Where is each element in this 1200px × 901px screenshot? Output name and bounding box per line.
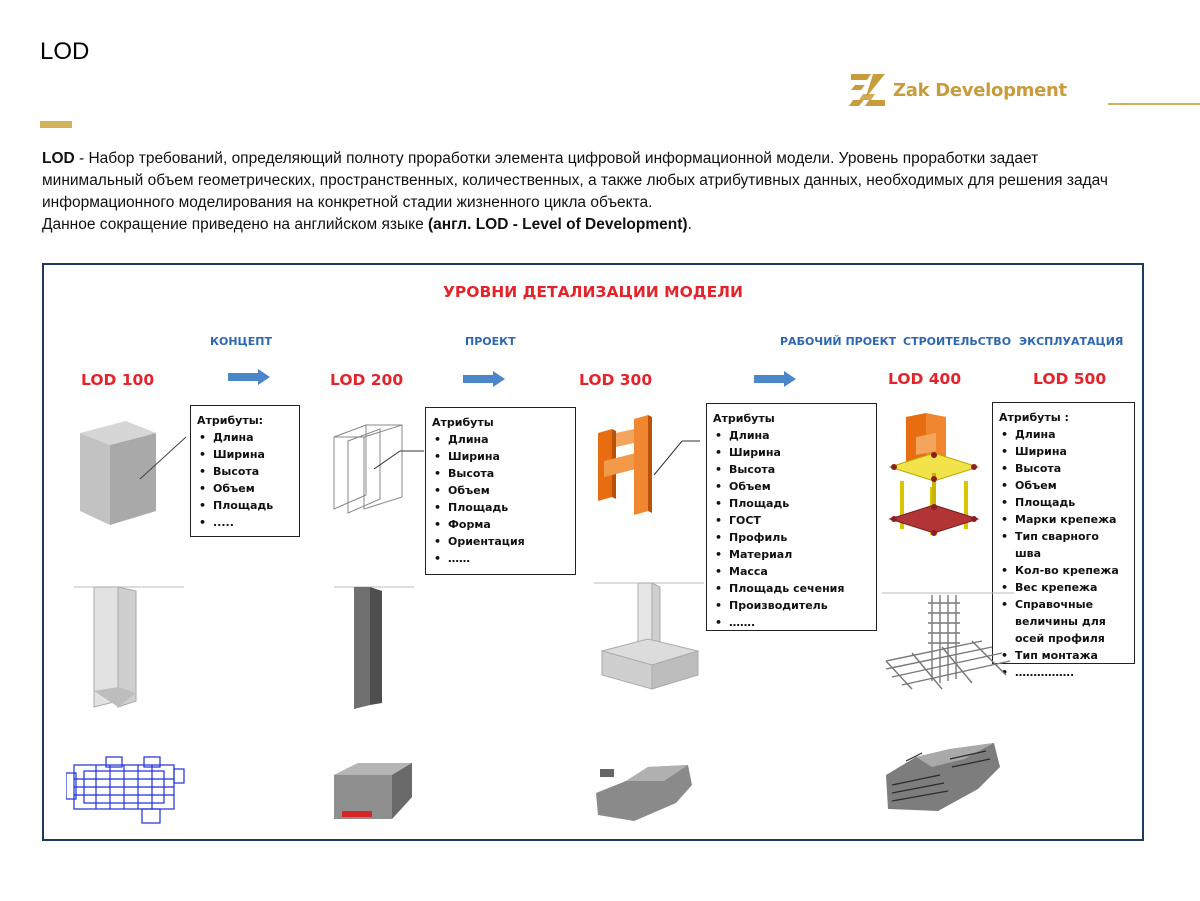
lod300-footing-illustration (594, 579, 704, 699)
attribute-item: • Справочные величины для осей профиля (999, 596, 1128, 647)
attribute-item: • Высота (713, 461, 870, 478)
lod-500-label: LOD 500 (1033, 370, 1107, 388)
slide-title: LOD (40, 38, 90, 65)
attribute-item: • Объем (432, 482, 569, 499)
stage-operation: ЭКСПЛУАТАЦИЯ (1019, 335, 1124, 348)
attributes-box-lod100 (190, 405, 300, 537)
attribute-item: • Масса (713, 563, 870, 580)
attribute-item: • Ориентация (432, 533, 569, 550)
lod200-wireframe-illustration (326, 415, 426, 515)
intro-note: Данное сокращение приведено на английском языке (42, 216, 429, 233)
attribute-item: • Объем (713, 478, 870, 495)
accent-bar (40, 121, 72, 128)
attribute-item: • Производитель (713, 597, 870, 614)
attribute-item: • Длина (432, 431, 569, 448)
attribute-item: • ……………. (999, 664, 1128, 681)
lod-300-label: LOD 300 (579, 371, 653, 389)
attribute-item: • Ширина (999, 443, 1128, 460)
lod400-base-plate-illustration (886, 407, 982, 547)
lod100-pile-illustration (74, 583, 184, 713)
lod-200-label: LOD 200 (330, 371, 404, 389)
attribute-item: • Кол-во крепежа (999, 562, 1128, 579)
attribute-item: • Ширина (432, 448, 569, 465)
attribute-item: • Длина (999, 426, 1128, 443)
attribute-item: • Длина (713, 427, 870, 444)
header-divider (1108, 103, 1200, 105)
lod-400-label: LOD 400 (888, 370, 962, 388)
attribute-item: • Форма (432, 516, 569, 533)
stage-concept: КОНЦЕПТ (210, 335, 272, 348)
attribute-item: • Площадь (197, 497, 293, 514)
arrow-right-icon (463, 371, 505, 387)
attribute-item: • Длина (197, 429, 293, 446)
intro-note-end: . (687, 216, 692, 233)
attributes-box-lod300 (706, 403, 877, 631)
attribute-item: • ..... (197, 514, 293, 531)
intro-definition: - Набор требований, определяющий полноту проработки элемента цифровой информационной модели. Уровень проработки задает минимальный объем геометрических, пространственных, количественных, а также любых атрибутивных данных, необходимых для решения задач информационного моделирования на конкретной стадии жизненного цикла объекта. (42, 150, 1108, 211)
lod300-massing-illustration (588, 759, 698, 825)
attribute-item: • Высота (999, 460, 1128, 477)
lod400-detailed-model-illustration (880, 739, 1004, 825)
stage-working-project: РАБОЧИЙ ПРОЕКТ (780, 335, 897, 348)
stage-project: ПРОЕКТ (465, 335, 516, 348)
logo-text: Zak Development (893, 79, 1067, 101)
lod100-plan-drawing-illustration (66, 753, 186, 833)
lod-100-label: LOD 100 (81, 371, 155, 389)
attribute-item: • Площадь (432, 499, 569, 516)
attributes-box-lod200 (425, 407, 576, 575)
attribute-item: • Профиль (713, 529, 870, 546)
attribute-item: • Тип монтажа (999, 647, 1128, 664)
lod200-massing-illustration (328, 757, 418, 823)
lod-diagram (42, 263, 1144, 841)
lod300-steel-column-illustration (594, 409, 704, 524)
attribute-item: • Материал (713, 546, 870, 563)
attribute-item: • Тип сварного шва (999, 528, 1128, 562)
diagram-title: УРОВНИ ДЕТАЛИЗАЦИИ МОДЕЛИ (442, 283, 744, 301)
attribute-item: • Ширина (713, 444, 870, 461)
attribute-item: • Ширина (197, 446, 293, 463)
attribute-item: • Высота (197, 463, 293, 480)
zak-logo-icon (849, 72, 887, 108)
attribute-item: • Высота (432, 465, 569, 482)
attribute-item: • Марки крепежа (999, 511, 1128, 528)
attributes-title: Атрибуты (713, 412, 775, 425)
lod400-rebar-cage-illustration (882, 591, 1014, 695)
attribute-item: • Площадь сечения (713, 580, 870, 597)
attributes-title: Атрибуты: (197, 414, 264, 427)
attribute-item: • Площадь (999, 494, 1128, 511)
attributes-title: Атрибуты : (999, 411, 1069, 424)
attribute-item: • Объем (197, 480, 293, 497)
lod200-pile-illustration (334, 583, 414, 713)
arrow-right-icon (228, 369, 270, 385)
attributes-title: Атрибуты (432, 416, 494, 429)
attribute-item: • …… (432, 550, 569, 567)
intro-note-bold: (англ. LOD - Level of Development) (428, 216, 688, 233)
attribute-item: • Объем (999, 477, 1128, 494)
attribute-item: • ГОСТ (713, 512, 870, 529)
attribute-item: • Вес крепежа (999, 579, 1128, 596)
intro-text (42, 148, 1132, 236)
attribute-item: • Площадь (713, 495, 870, 512)
company-logo (849, 72, 1067, 108)
intro-term: LOD (42, 150, 75, 167)
arrow-right-icon (754, 371, 796, 387)
attribute-item: • ……. (713, 614, 870, 631)
stage-construction: СТРОИТЕЛЬСТВО (903, 335, 1012, 348)
lod100-box-illustration (74, 415, 194, 530)
